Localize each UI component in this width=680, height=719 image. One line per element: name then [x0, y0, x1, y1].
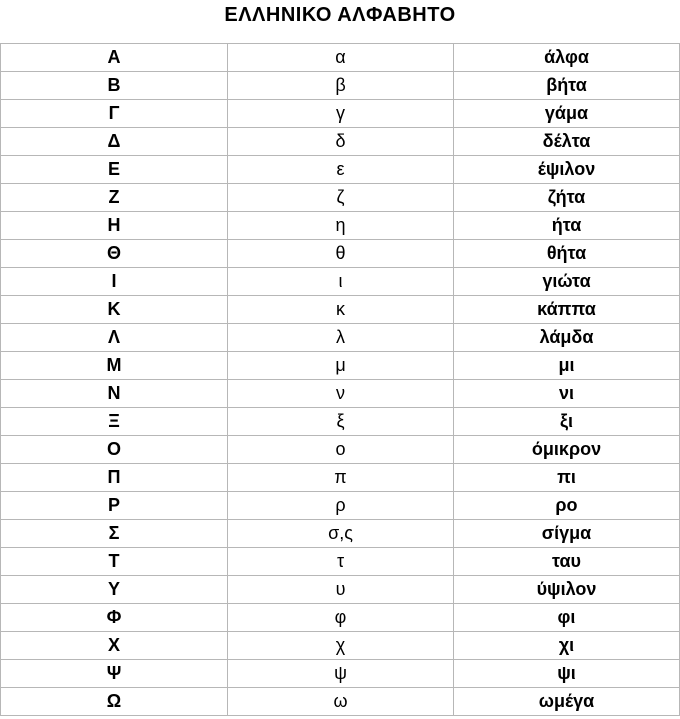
- uppercase-letter: Δ: [1, 128, 228, 156]
- letter-name: μι: [454, 352, 680, 380]
- letter-name: έψιλον: [454, 156, 680, 184]
- letter-name: λάμδα: [454, 324, 680, 352]
- letter-name: ωμέγα: [454, 688, 680, 716]
- lowercase-letter: ν: [228, 380, 454, 408]
- lowercase-letter: θ: [228, 240, 454, 268]
- table-row: [1, 128, 680, 156]
- uppercase-letter: Ρ: [1, 492, 228, 520]
- letter-name: ύψιλον: [454, 576, 680, 604]
- lowercase-letter: ι: [228, 268, 454, 296]
- lowercase-letter: φ: [228, 604, 454, 632]
- lowercase-letter: ξ: [228, 408, 454, 436]
- letter-name: ρο: [454, 492, 680, 520]
- lowercase-letter: α: [228, 44, 454, 72]
- table-row: [1, 268, 680, 296]
- table-row: [1, 212, 680, 240]
- letter-name: γιώτα: [454, 268, 680, 296]
- letter-name: ήτα: [454, 212, 680, 240]
- table-row: [1, 352, 680, 380]
- uppercase-letter: Γ: [1, 100, 228, 128]
- letter-name: φι: [454, 604, 680, 632]
- letter-name: πι: [454, 464, 680, 492]
- uppercase-letter: Ι: [1, 268, 228, 296]
- lowercase-letter: χ: [228, 632, 454, 660]
- letter-name: δέλτα: [454, 128, 680, 156]
- uppercase-letter: Σ: [1, 520, 228, 548]
- lowercase-letter: μ: [228, 352, 454, 380]
- table-row: [1, 464, 680, 492]
- table-row: [1, 632, 680, 660]
- uppercase-letter: Κ: [1, 296, 228, 324]
- lowercase-letter: ω: [228, 688, 454, 716]
- uppercase-letter: Ο: [1, 436, 228, 464]
- table-row: [1, 100, 680, 128]
- table-row: [1, 156, 680, 184]
- letter-name: ξι: [454, 408, 680, 436]
- table-row: [1, 240, 680, 268]
- uppercase-letter: Π: [1, 464, 228, 492]
- letter-name: ψι: [454, 660, 680, 688]
- table-row: [1, 436, 680, 464]
- table-row: [1, 380, 680, 408]
- table-row: [1, 72, 680, 100]
- uppercase-letter: Φ: [1, 604, 228, 632]
- table-row: [1, 184, 680, 212]
- uppercase-letter: Η: [1, 212, 228, 240]
- uppercase-letter: Υ: [1, 576, 228, 604]
- lowercase-letter: ψ: [228, 660, 454, 688]
- lowercase-letter: ο: [228, 436, 454, 464]
- letter-name: ζήτα: [454, 184, 680, 212]
- lowercase-letter: υ: [228, 576, 454, 604]
- table-row: [1, 44, 680, 72]
- letter-name: όμικρον: [454, 436, 680, 464]
- letter-name: θήτα: [454, 240, 680, 268]
- table-row: [1, 660, 680, 688]
- lowercase-letter: ζ: [228, 184, 454, 212]
- uppercase-letter: Ω: [1, 688, 228, 716]
- uppercase-letter: Τ: [1, 548, 228, 576]
- lowercase-letter: ε: [228, 156, 454, 184]
- table-row: [1, 408, 680, 436]
- uppercase-letter: Ζ: [1, 184, 228, 212]
- uppercase-letter: Λ: [1, 324, 228, 352]
- lowercase-letter: η: [228, 212, 454, 240]
- uppercase-letter: Χ: [1, 632, 228, 660]
- uppercase-letter: Θ: [1, 240, 228, 268]
- letter-name: χι: [454, 632, 680, 660]
- lowercase-letter: σ,ς: [228, 520, 454, 548]
- greek-alphabet-table: [0, 43, 680, 716]
- lowercase-letter: λ: [228, 324, 454, 352]
- lowercase-letter: δ: [228, 128, 454, 156]
- table-row: [1, 324, 680, 352]
- letter-name: βήτα: [454, 72, 680, 100]
- lowercase-letter: γ: [228, 100, 454, 128]
- letter-name: άλφα: [454, 44, 680, 72]
- table-row: [1, 520, 680, 548]
- lowercase-letter: τ: [228, 548, 454, 576]
- table-row: [1, 492, 680, 520]
- lowercase-letter: π: [228, 464, 454, 492]
- uppercase-letter: Μ: [1, 352, 228, 380]
- uppercase-letter: Ξ: [1, 408, 228, 436]
- uppercase-letter: Ν: [1, 380, 228, 408]
- table-row: [1, 296, 680, 324]
- letter-name: νι: [454, 380, 680, 408]
- table-row: [1, 548, 680, 576]
- letter-name: σίγμα: [454, 520, 680, 548]
- uppercase-letter: Β: [1, 72, 228, 100]
- uppercase-letter: Ε: [1, 156, 228, 184]
- page-title: ΕΛΛΗΝΙΚΟ ΑΛΦΑΒΗΤΟ: [224, 4, 456, 26]
- letter-name: ταυ: [454, 548, 680, 576]
- table-row: [1, 604, 680, 632]
- lowercase-letter: κ: [228, 296, 454, 324]
- lowercase-letter: β: [228, 72, 454, 100]
- letter-name: κάππα: [454, 296, 680, 324]
- uppercase-letter: Α: [1, 44, 228, 72]
- table-row: [1, 688, 680, 716]
- table-row: [1, 576, 680, 604]
- uppercase-letter: Ψ: [1, 660, 228, 688]
- letter-name: γάμα: [454, 100, 680, 128]
- lowercase-letter: ρ: [228, 492, 454, 520]
